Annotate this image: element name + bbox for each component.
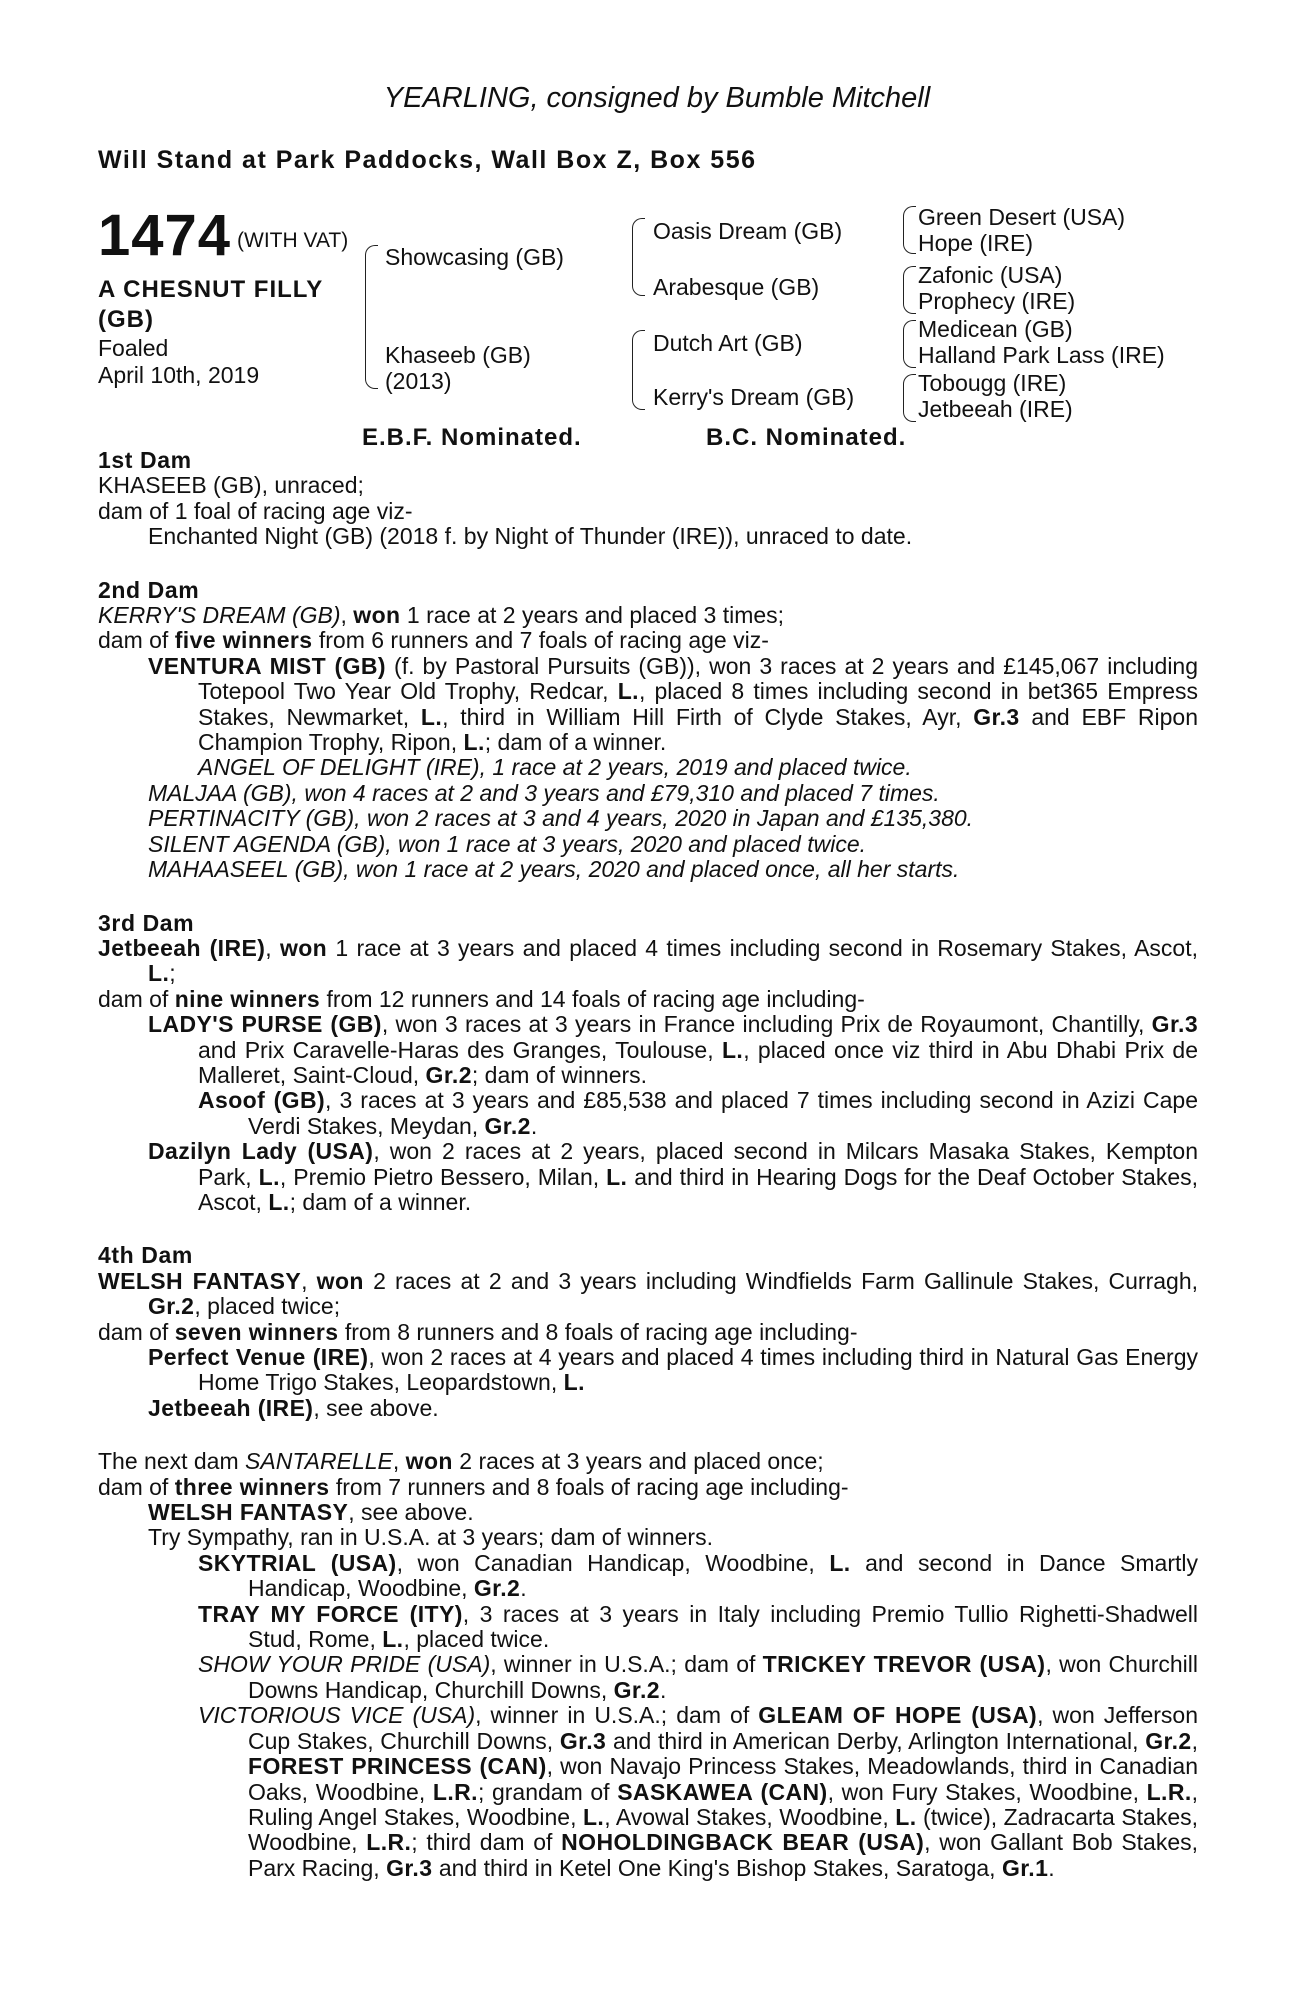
lot-number: 1474	[98, 203, 232, 268]
bc-nominated: B.C. Nominated.	[706, 424, 907, 451]
grandsire-1: Green Desert (USA)	[918, 204, 1126, 230]
horse-description-1: A CHESNUT FILLY	[98, 276, 324, 303]
next-dam-produce-intro: dam of three winners from 7 runners and 8 foals of racing age including-	[98, 1473, 849, 1500]
granddam-1: Hope (IRE)	[918, 230, 1034, 256]
sire: Showcasing (GB)	[385, 244, 564, 270]
first-dam-section	[98, 448, 1198, 550]
produce-asoof: Asoof (GB), 3 races at 3 years and £85,538 and placed 7 times including second in Azizi Cape Verdi Stakes, Meydan, Gr.2.	[198, 1087, 1198, 1139]
horse-description-2: (GB)	[98, 306, 154, 333]
vat-label: (WITH VAT)	[237, 229, 349, 252]
sire-sire: Oasis Dream (GB)	[653, 218, 843, 244]
dam-sire: Dutch Art (GB)	[653, 330, 803, 356]
produce-welsh-fantasy: WELSH FANTASY, see above.	[148, 1499, 474, 1526]
produce-victorious-vice: VICTORIOUS VICE (USA), winner in U.S.A.; dam of GLEAM OF HOPE (USA), won Jefferson Cup Stakes, Churchill Downs, Gr.3 and third in American Derby, Arlington International, Gr.2, FOREST PRINCESS (CAN), won Navajo Princess Stakes, Meadowlands, third in Canadian Oaks, Woodbine, L.R.; grandam of SASKAWEA (CAN), won Fury Stakes, Woodbine, L.R., Ruling Angel Stakes, Woodbine, L., Avowal Stakes, Woodbine, L. (twice), Zadracarta Stakes, Woodbine, L.R.; third dam of NOHOLDINGBACK BEAR (USA), won Gallant Bob Stakes, Parx Racing, Gr.3 and third in Ketel One King's Bishop Stakes, Saratoga, Gr.1.	[198, 1702, 1199, 1881]
page-header: YEARLING, consigned by Bumble Mitchell	[383, 82, 931, 114]
dam-parents-bracket	[632, 330, 645, 410]
grandsire-2: Zafonic (USA)	[918, 262, 1063, 288]
g-bracket-1	[903, 206, 916, 254]
third-dam-line: Jetbeeah (IRE), won 1 race at 3 years and placed 4 times including second in Rosemary Stakes, Ascot, L.;	[98, 934, 1198, 987]
granddam-4: Jetbeeah (IRE)	[918, 396, 1073, 422]
fourth-dam-produce-intro: dam of seven winners from 8 runners and 8 foals of racing age including-	[98, 1318, 858, 1345]
first-dam-produce-intro: dam of 1 foal of racing age viz-	[98, 497, 413, 524]
third-dam-section	[98, 911, 1198, 1216]
produce-ventura-mist: VENTURA MIST (GB) (f. by Pastoral Pursuits (GB)), won 3 races at 2 years and £145,067 including Totepool Two Year Old Trophy, Redcar, L., placed 8 times including second in bet365 Empress Stakes, Newmarket, L., third in William Hill Firth of Clyde Stakes, Ayr, Gr.3 and EBF Ripon Champion Trophy, Ripon, L.; dam of a winner.	[148, 652, 1199, 756]
fourth-dam-section	[98, 1243, 1198, 1421]
first-dam-line: KHASEEB (GB), unraced;	[98, 472, 364, 499]
lot-number-line	[98, 203, 368, 271]
produce-show-your-pride: SHOW YOUR PRIDE (USA), winner in U.S.A.; dam of TRICKEY TREVOR (USA), won Churchill Downs Handicap, Churchill Downs, Gr.2.	[198, 1651, 1199, 1703]
foaled-label: Foaled	[98, 335, 169, 361]
produce-dazilyn-lady: Dazilyn Lady (USA), won 2 races at 2 years, placed second in Milcars Masaka Stakes, Kempton Park, L., Premio Pietro Bessero, Milan, L. and third in Hearing Dogs for the Deaf October Stakes, Ascot, L.; dam of a winner.	[148, 1138, 1199, 1215]
g-bracket-2	[903, 266, 916, 314]
produce-maljaa: MALJAA (GB), won 4 races at 2 and 3 years and £79,310 and placed 7 times.	[148, 779, 940, 806]
lot-block	[98, 203, 368, 389]
fourth-dam-heading: 4th Dam	[98, 1242, 193, 1269]
second-dam-line: KERRY'S DREAM (GB), won 1 race at 2 years and placed 3 times;	[98, 602, 785, 629]
produce-jetbeeah: Jetbeeah (IRE), see above.	[148, 1394, 439, 1421]
produce-angel-of-delight: ANGEL OF DELIGHT (IRE), 1 race at 2 years, 2019 and placed twice.	[198, 754, 912, 781]
fourth-dam-line: WELSH FANTASY, won 2 races at 2 and 3 years including Windfields Farm Gallinule Stakes, Curragh, Gr.2, placed twice;	[98, 1267, 1199, 1320]
produce-perfect-venue: Perfect Venue (IRE), won 2 races at 4 years and placed 4 times including third in Natural Gas Energy Home Trigo Stakes, Leopardstown, L.	[148, 1344, 1198, 1396]
produce-skytrial: SKYTRIAL (USA), won Canadian Handicap, Woodbine, L. and second in Dance Smartly Handicap, Woodbine, Gr.2.	[198, 1549, 1198, 1602]
dam-year: (2013)	[385, 368, 452, 394]
produce-mahaaseel: MAHAASEEL (GB), won 1 race at 2 years, 2020 and placed once, all her starts.	[148, 856, 960, 883]
second-dam-heading: 2nd Dam	[98, 576, 200, 603]
grandsire-3: Medicean (GB)	[918, 316, 1073, 342]
second-dam-section	[98, 578, 1198, 883]
first-dam-foal: Enchanted Night (GB) (2018 f. by Night of Thunder (IRE)), unraced to date.	[148, 523, 913, 550]
produce-pertinacity: PERTINACITY (GB), won 2 races at 3 and 4 years, 2020 in Japan and £135,380.	[148, 805, 974, 832]
produce-tray-my-force: TRAY MY FORCE (ITY), 3 races at 3 years in Italy including Premio Tullio Righetti-Shadwell Stud, Rome, L., placed twice.	[198, 1600, 1198, 1653]
sire-dam: Arabesque (GB)	[653, 274, 820, 300]
grandsire-4: Tobougg (IRE)	[918, 370, 1067, 396]
next-dam-line: The next dam SANTARELLE, won 2 races at 3 years and placed once;	[98, 1448, 824, 1475]
g-bracket-4	[903, 374, 916, 422]
produce-silent-agenda: SILENT AGENDA (GB), won 1 race at 3 years, 2020 and placed twice.	[148, 830, 867, 857]
granddam-3: Halland Park Lass (IRE)	[918, 342, 1165, 368]
pedigree-body	[98, 448, 1198, 1881]
granddam-2: Prophecy (IRE)	[918, 288, 1076, 314]
produce-ladys-purse: LADY'S PURSE (GB), won 3 races at 3 years in France including Prix de Royaumont, Chantilly, Gr.3 and Prix Caravelle-Haras des Granges, Toulouse, L., placed once viz third in Abu Dhabi Prix de Malleret, Saint-Cloud, Gr.2; dam of winners.	[148, 1011, 1199, 1088]
dam: Khaseeb (GB)	[385, 342, 531, 368]
g-bracket-3	[903, 320, 916, 368]
ebf-nominated: E.B.F. Nominated.	[362, 424, 582, 451]
foaled-date: April 10th, 2019	[98, 362, 260, 388]
sire-dam-bracket	[365, 245, 378, 389]
third-dam-heading: 3rd Dam	[98, 909, 195, 936]
first-dam-heading: 1st Dam	[98, 447, 192, 473]
third-dam-produce-intro: dam of nine winners from 12 runners and 14 foals of racing age including-	[98, 985, 865, 1012]
second-dam-produce-intro: dam of five winners from 6 runners and 7 foals of racing age viz-	[98, 627, 769, 654]
stand-location: Will Stand at Park Paddocks, Wall Box Z, Box 556	[98, 146, 757, 174]
next-dam-section	[98, 1449, 1198, 1881]
produce-try-sympathy: Try Sympathy, ran in U.S.A. at 3 years; dam of winners.	[148, 1524, 713, 1551]
sire-parents-bracket	[632, 218, 645, 296]
dam-dam: Kerry's Dream (GB)	[653, 384, 855, 410]
